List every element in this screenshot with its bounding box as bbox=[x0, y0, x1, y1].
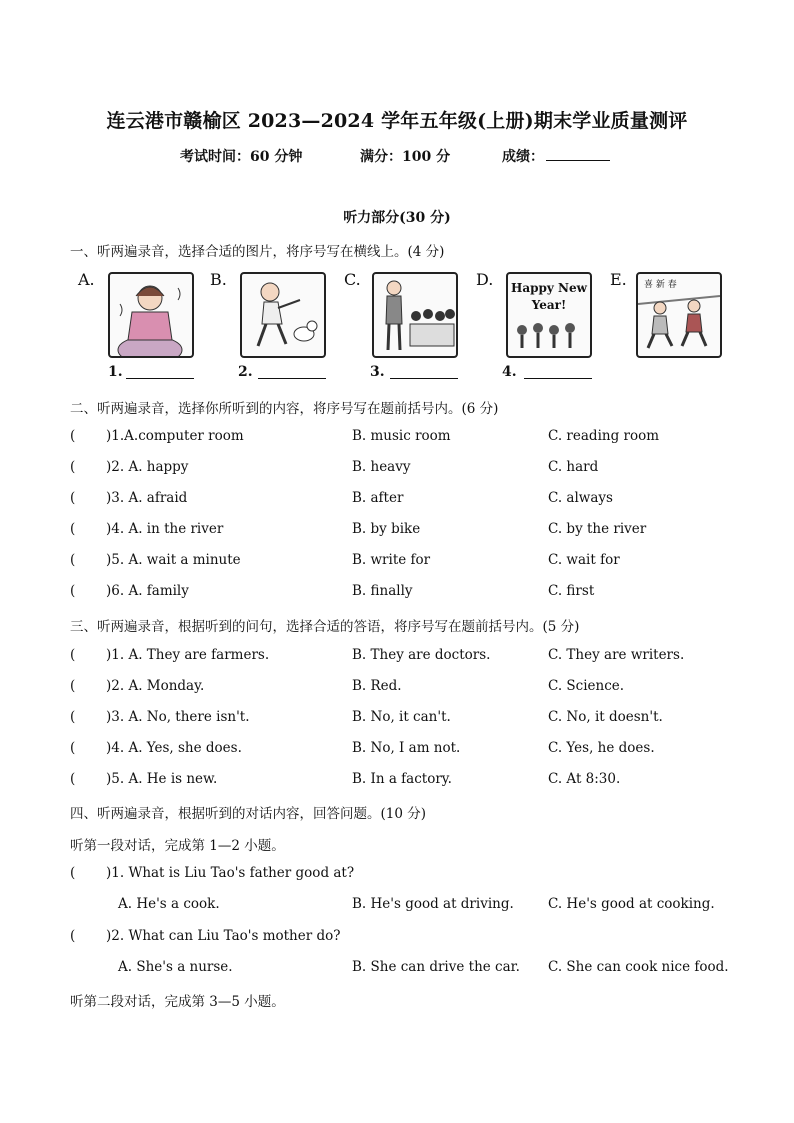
answer-paren[interactable]: ( bbox=[70, 521, 76, 537]
answer-paren[interactable]: ( bbox=[70, 490, 76, 506]
pic-letter: B. bbox=[210, 270, 227, 289]
option-b: B. No, I am not. bbox=[352, 740, 461, 756]
section1-heading: 一、听两遍录音，选择合适的图片，将序号写在横线上。(4 分) bbox=[70, 244, 445, 260]
answer-blank-4[interactable] bbox=[524, 378, 592, 379]
answer-paren[interactable]: ( bbox=[70, 647, 76, 663]
picture-b-boy-dog bbox=[240, 272, 326, 358]
answer-number: 4. bbox=[502, 364, 517, 380]
question-row bbox=[70, 428, 730, 448]
option-b: B. Red. bbox=[352, 678, 402, 694]
picture-caption: 喜 新 春 bbox=[644, 280, 677, 290]
answer-paren[interactable]: ( bbox=[70, 740, 76, 756]
answer-paren[interactable]: ( bbox=[70, 459, 76, 475]
section3-heading: 三、听两遍录音，根据听到的问句，选择合适的答语，将序号写在题前括号内。(5 分) bbox=[70, 619, 580, 635]
option-b: B. heavy bbox=[352, 459, 411, 475]
option-c: C. He's good at cooking. bbox=[548, 896, 715, 912]
question-row bbox=[70, 928, 730, 948]
option-b: B. by bike bbox=[352, 521, 421, 537]
option-b: B. She can drive the car. bbox=[352, 959, 520, 975]
card-text: Happy New Year! bbox=[511, 281, 587, 312]
picture-a-cold-woman bbox=[108, 272, 194, 358]
question-option-a: )4. A. in the river bbox=[106, 521, 224, 537]
options-row bbox=[70, 896, 730, 916]
question-row bbox=[70, 740, 730, 760]
question-option-a: )2. A. Monday. bbox=[106, 678, 205, 694]
option-b: B. No, it can't. bbox=[352, 709, 451, 725]
option-b: B. They are doctors. bbox=[352, 647, 491, 663]
pic-letter: C. bbox=[344, 270, 361, 289]
answer-number: 3. bbox=[370, 364, 385, 380]
grade-field bbox=[502, 146, 544, 166]
options-row bbox=[70, 959, 730, 979]
option-c: C. hard bbox=[548, 459, 599, 475]
question-option-a: )2. A. happy bbox=[106, 459, 189, 475]
question-option-a: )5. A. He is new. bbox=[106, 771, 218, 787]
question-option-a: )6. A. family bbox=[106, 583, 189, 599]
section2-heading: 二、听两遍录音，选择你所听到的内容，将序号写在题前括号内。(6 分) bbox=[70, 401, 499, 417]
answer-paren[interactable]: ( bbox=[70, 771, 76, 787]
option-c: C. by the river bbox=[548, 521, 647, 537]
question-option-a: )5. A. wait a minute bbox=[106, 552, 241, 568]
section4-heading: 四、听两遍录音，根据听到的对话内容，回答问题。(10 分) bbox=[70, 806, 427, 822]
option-c: C. always bbox=[548, 490, 613, 506]
answer-paren[interactable]: ( bbox=[70, 428, 76, 444]
answer-paren[interactable]: ( bbox=[70, 678, 76, 694]
option-b: B. finally bbox=[352, 583, 413, 599]
question-row bbox=[70, 709, 730, 729]
option-c: C. No, it doesn't. bbox=[548, 709, 663, 725]
pic-letter: D. bbox=[476, 270, 494, 289]
grade-blank[interactable] bbox=[546, 146, 610, 161]
option-b: B. after bbox=[352, 490, 404, 506]
page-title: 连云港市赣榆区 2023—2024 学年五年级(上册)期末学业质量测评 bbox=[106, 110, 688, 132]
grade-label: 成绩： bbox=[502, 149, 544, 165]
question-row bbox=[70, 678, 730, 698]
question-row bbox=[70, 459, 730, 479]
listening-part-title: 听力部分(30 分) bbox=[343, 210, 451, 226]
question-row bbox=[70, 521, 730, 541]
option-c: C. They are writers. bbox=[548, 647, 685, 663]
question-option-a: )4. A. Yes, she does. bbox=[106, 740, 242, 756]
question-row bbox=[70, 490, 730, 510]
option-c: C. reading room bbox=[548, 428, 660, 444]
answer-blank-3[interactable] bbox=[390, 378, 458, 379]
answer-number: 2. bbox=[238, 364, 253, 380]
dialogue1-instruction: 听第一段对话，完成第 1—2 小题。 bbox=[70, 838, 285, 854]
question-row bbox=[70, 771, 730, 791]
question-row bbox=[70, 552, 730, 572]
answer-paren[interactable]: ( bbox=[70, 552, 76, 568]
answer-paren[interactable]: ( bbox=[70, 928, 76, 944]
question-option-a: )1.A.computer room bbox=[106, 428, 244, 444]
question-row bbox=[70, 865, 730, 885]
answer-blank-1[interactable] bbox=[126, 378, 194, 379]
option-c: C. Science. bbox=[548, 678, 625, 694]
option-a: A. She's a nurse. bbox=[118, 959, 233, 975]
option-b: B. write for bbox=[352, 552, 431, 568]
option-c: C. first bbox=[548, 583, 595, 599]
question-option-a: )3. A. afraid bbox=[106, 490, 188, 506]
pic-letter: E. bbox=[610, 270, 627, 289]
question-row bbox=[70, 583, 730, 603]
full-score: 满分：100 分 bbox=[360, 149, 451, 165]
picture-e-skating bbox=[636, 272, 722, 358]
option-c: C. wait for bbox=[548, 552, 620, 568]
option-c: C. She can cook nice food. bbox=[548, 959, 729, 975]
answer-paren[interactable]: ( bbox=[70, 865, 76, 881]
option-c: C. Yes, he does. bbox=[548, 740, 655, 756]
option-c: C. At 8:30. bbox=[548, 771, 621, 787]
picture-d-new-year-card bbox=[506, 272, 592, 358]
question-text: )2. What can Liu Tao's mother do? bbox=[106, 928, 341, 944]
picture-row bbox=[70, 268, 730, 388]
option-b: B. music room bbox=[352, 428, 451, 444]
answer-paren[interactable]: ( bbox=[70, 583, 76, 599]
option-b: B. In a factory. bbox=[352, 771, 452, 787]
question-option-a: )3. A. No, there isn't. bbox=[106, 709, 250, 725]
dialogue2-instruction: 听第二段对话，完成第 3—5 小题。 bbox=[70, 994, 285, 1010]
picture-c-teacher-class bbox=[372, 272, 458, 358]
answer-paren[interactable]: ( bbox=[70, 709, 76, 725]
pic-letter: A. bbox=[78, 270, 95, 289]
option-a: A. He's a cook. bbox=[118, 896, 220, 912]
exam-time: 考试时间：60 分钟 bbox=[180, 149, 303, 165]
question-option-a: )1. A. They are farmers. bbox=[106, 647, 270, 663]
answer-number: 1. bbox=[108, 364, 123, 380]
answer-blank-2[interactable] bbox=[258, 378, 326, 379]
question-row bbox=[70, 647, 730, 667]
question-text: )1. What is Liu Tao's father good at? bbox=[106, 865, 355, 881]
option-b: B. He's good at driving. bbox=[352, 896, 514, 912]
